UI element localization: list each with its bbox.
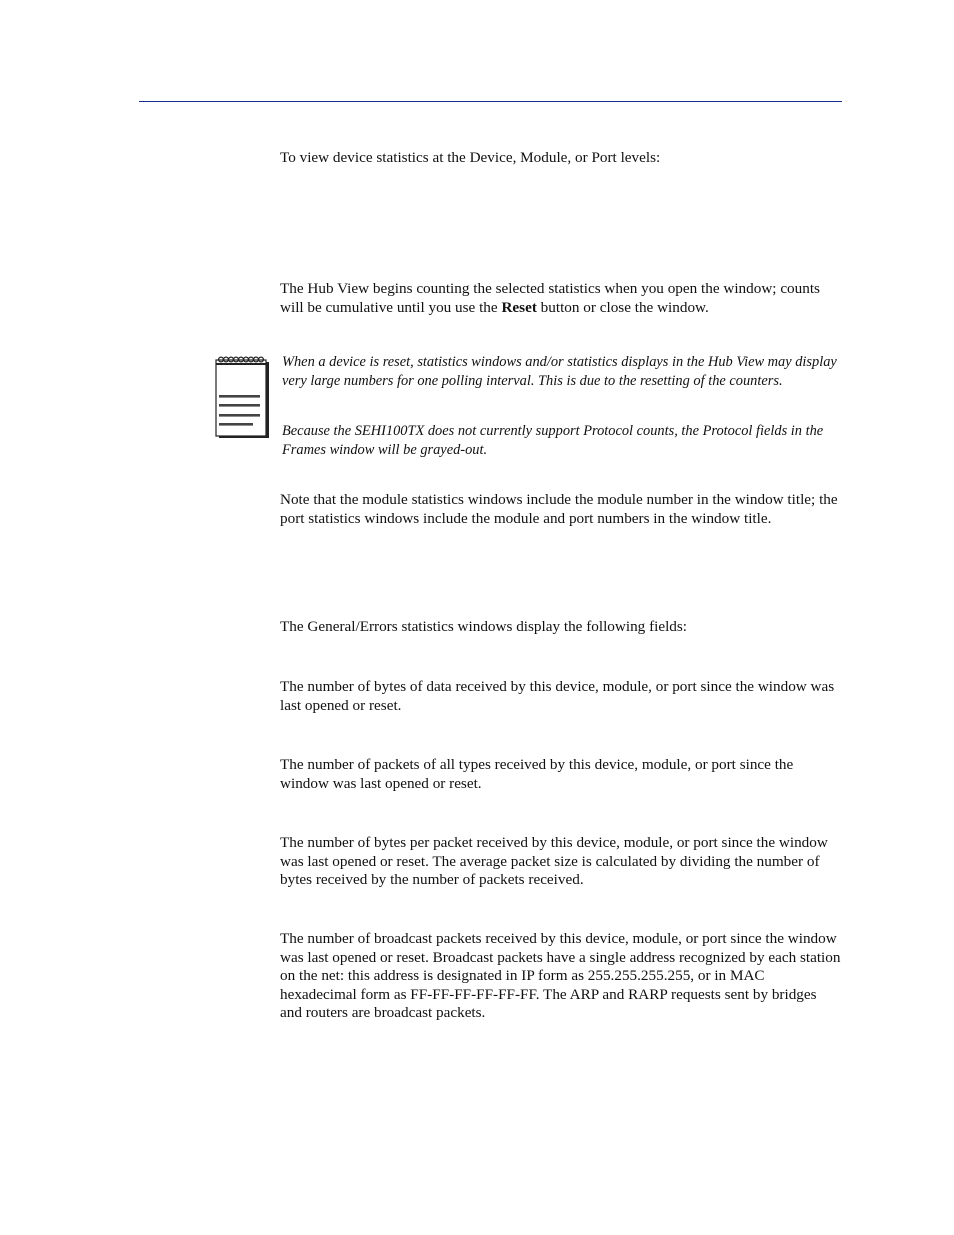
field-broadcast-packets: The number of broadcast packets received by this device, module, or port since the window was last opened or reset. Broadcast packets have a single address recognized by each station on the net: this address is designated in IP form as 255.255.255.255, or in MAC hexadecimal form as FF-FF-FF-FF-FF-FF. The ARP and RARP requests sent by bridges and routers are broadcast packets. xyxy=(280,930,841,1022)
counting-text-2: button or close the window. xyxy=(536,298,709,316)
window-title-paragraph: Note that the module statistics windows include the module number in the window title; the port statistics windows include the module and port numbers in the window title. xyxy=(280,491,838,527)
counting-text-1: The Hub View begins counting the selected statistics when you open the window; counts will be cumulative until you use the xyxy=(280,280,820,316)
field-frames-received: The number of packets of all types received by this device, module, or port since the window was last opened or reset. xyxy=(280,756,794,792)
note-paragraph-reset: When a device is reset, statistics windows and/or statistics displays in the Hub View may display very large numbers for one polling interval. This is due to the resetting of the counters. xyxy=(282,354,837,389)
field-bytes-received: The number of bytes of data received by this device, module, or port since the window was last opened or reset. xyxy=(280,678,835,714)
field-average-packet-size: The number of bytes per packet received by this device, module, or port since the window was last opened or reset. The average packet size is calculated by dividing the number of bytes received by the number of packets received. xyxy=(280,834,828,889)
header-rule xyxy=(139,101,842,102)
counting-paragraph xyxy=(280,280,842,317)
note-paragraph-protocol: Because the SEHI100TX does not currently support Protocol counts, the Protocol fields in the Frames window will be grayed-out. xyxy=(282,423,824,458)
intro-paragraph: To view device statistics at the Device, Module, or Port levels: xyxy=(280,149,661,166)
notepad-icon xyxy=(214,356,272,440)
fields-intro-paragraph: The General/Errors statistics windows display the following fields: xyxy=(280,618,688,635)
reset-term: Reset xyxy=(501,298,537,316)
